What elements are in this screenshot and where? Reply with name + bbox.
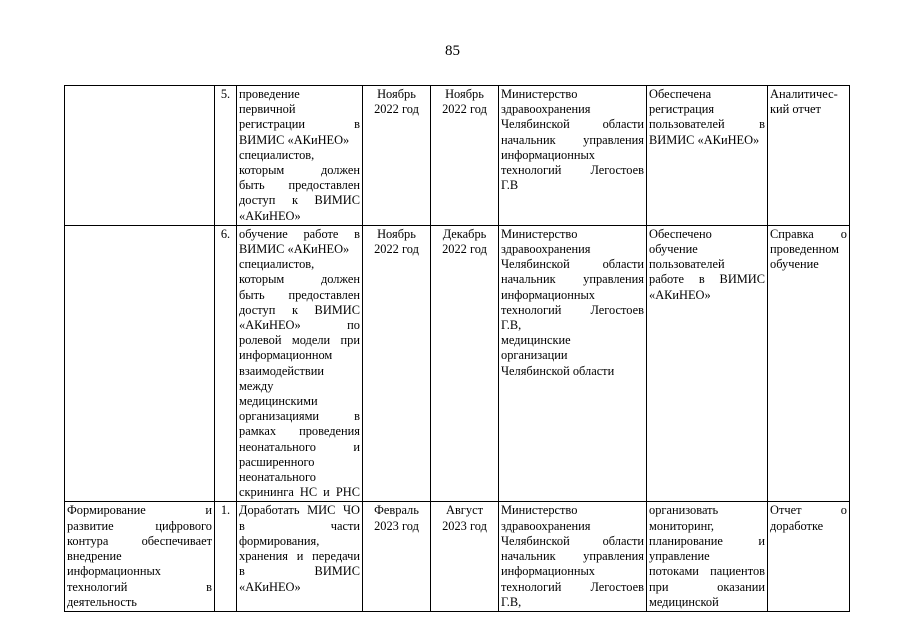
report-cell-line: Справка о — [770, 226, 847, 241]
responsible-cell-line: здравоохранения — [501, 518, 591, 533]
activity-cell-line: скрининга НС и РНС — [239, 485, 360, 500]
end-date-cell-line: Август — [446, 503, 483, 518]
item-number: 6. — [215, 225, 237, 502]
activity-cell-line: «АКиНЕО» — [239, 579, 301, 594]
end-date-cell — [431, 86, 499, 226]
report-cell — [768, 86, 850, 226]
activity-cell-line: которым должен — [239, 163, 360, 178]
activity-cell-line: медицинскими — [239, 394, 318, 409]
activity-cell-line: специалистов, — [239, 147, 315, 162]
activity-cell-line: быть предоставлен — [239, 178, 360, 193]
responsible-cell-line: информационных — [501, 564, 595, 579]
activity-cell-line: доступ к ВИМИС — [239, 302, 360, 317]
result-cell-line: медицинской — [649, 594, 719, 609]
responsible-cell-line: Министерство — [501, 226, 578, 241]
result-cell-line: пользователей в — [649, 117, 765, 132]
responsible-cell — [499, 225, 647, 502]
result-cell-line: управление — [649, 549, 710, 564]
section-cell-line: контура обеспечивает — [67, 533, 212, 548]
start-date-cell-line: 2022 год — [374, 242, 419, 257]
responsible-cell-line: Челябинской области — [501, 257, 644, 272]
activity-cell-line: информационном — [239, 348, 333, 363]
section-cell-line: внедрение — [67, 549, 122, 564]
activity-cell-line: ВИМИС «АКиНЕО» — [239, 132, 350, 147]
report-cell-line: обучение — [770, 257, 819, 272]
responsible-cell — [499, 502, 647, 611]
responsible-cell-line: организации — [501, 348, 568, 363]
responsible-cell-line: Министерство — [501, 87, 578, 101]
activity-cell-line: которым должен — [239, 272, 360, 287]
responsible-cell-line: информационных — [501, 287, 595, 302]
start-date-cell-line: Февраль — [374, 503, 419, 518]
end-date-cell-line: 2023 год — [442, 518, 487, 533]
activity-cell-line: быть предоставлен — [239, 287, 360, 302]
activity-cell-line: регистрации в — [239, 117, 360, 132]
table-row — [65, 502, 850, 611]
report-cell-line: Аналитичес- — [770, 87, 838, 101]
activity-cell-line: специалистов, — [239, 257, 315, 272]
responsible-cell-line: информационных — [501, 147, 595, 162]
result-cell-line: регистрация — [649, 102, 715, 117]
responsible-cell-line: Челябинской области — [501, 533, 644, 548]
responsible-cell-line: Министерство — [501, 503, 578, 518]
responsible-cell-line: здравоохранения — [501, 242, 591, 257]
plan-table — [64, 85, 850, 612]
page-number: 85 — [445, 43, 460, 59]
section-cell-line: Формирование и — [67, 503, 212, 518]
result-cell — [647, 86, 768, 226]
section-cell-line: информационных — [67, 564, 161, 579]
report-cell-line: Отчет о — [770, 503, 847, 518]
result-cell-line: потоками пациентов — [649, 564, 765, 579]
activity-cell-line: в ВИМИС — [239, 564, 360, 579]
report-cell-line: доработке — [770, 518, 824, 533]
activity-cell — [237, 86, 363, 226]
item-number: 1. — [215, 502, 237, 611]
activity-cell-line: доступ к ВИМИС — [239, 193, 360, 208]
start-date-cell-line: Ноябрь — [377, 87, 416, 101]
table-row — [65, 225, 850, 502]
section-cell — [65, 225, 215, 502]
section-cell-line: технологий в — [67, 579, 212, 594]
result-cell-line: организовать — [649, 503, 719, 518]
result-cell-line: мониторинг, — [649, 518, 714, 533]
table-row — [65, 86, 850, 226]
result-cell — [647, 225, 768, 502]
result-cell-line: при оказании — [649, 579, 765, 594]
section-cell — [65, 86, 215, 226]
end-date-cell-line: 2022 год — [442, 242, 487, 257]
activity-cell-line: проведение — [239, 87, 300, 101]
activity-cell-line: расширенного — [239, 454, 315, 469]
end-date-cell — [431, 502, 499, 611]
activity-cell-line: хранения и передачи — [239, 549, 360, 564]
activity-cell-line: организациями в — [239, 409, 360, 424]
responsible-cell-line: Челябинской области — [501, 117, 644, 132]
activity-cell-line: ВИМИС «АКиНЕО» — [239, 242, 350, 257]
activity-cell-line: формирования, — [239, 533, 320, 548]
activity-cell-line: ролевой модели при — [239, 333, 360, 348]
result-cell-line: ВИМИС «АКиНЕО» — [649, 132, 760, 147]
section-cell — [65, 502, 215, 611]
activity-cell-line: Доработать МИС ЧО — [239, 503, 360, 518]
item-number: 5. — [215, 86, 237, 226]
report-cell — [768, 502, 850, 611]
activity-cell-line: «АКиНЕО» — [239, 208, 301, 223]
responsible-cell-line: технологий Легостоев — [501, 302, 644, 317]
end-date-cell-line: Декабрь — [442, 226, 487, 241]
result-cell — [647, 502, 768, 611]
result-cell-line: обучение — [649, 242, 698, 257]
result-cell-line: планирование и — [649, 533, 765, 548]
responsible-cell-line: технологий Легостоев — [501, 163, 644, 178]
activity-cell-line: неонатального — [239, 470, 316, 485]
activity-cell-line: первичной — [239, 102, 296, 117]
end-date-cell-line: Ноябрь — [445, 87, 484, 101]
responsible-cell-line: Г.В, — [501, 594, 522, 609]
report-cell — [768, 225, 850, 502]
end-date-cell-line: 2022 год — [442, 102, 487, 117]
result-cell-line: пользователей — [649, 257, 725, 272]
responsible-cell-line: начальник управления — [501, 132, 644, 147]
report-cell-line: проведенном — [770, 242, 840, 257]
start-date-cell-line: 2023 год — [374, 518, 419, 533]
result-cell-line: «АКиНЕО» — [649, 287, 711, 302]
start-date-cell — [363, 502, 431, 611]
start-date-cell — [363, 225, 431, 502]
activity-cell-line: в части — [239, 518, 360, 533]
start-date-cell-line: 2022 год — [374, 102, 419, 117]
result-cell-line: работе в ВИМИС — [649, 272, 765, 287]
start-date-cell-line: Ноябрь — [377, 226, 416, 241]
responsible-cell-line: здравоохранения — [501, 102, 591, 117]
activity-cell-line: неонатального и — [239, 439, 360, 454]
start-date-cell — [363, 86, 431, 226]
responsible-cell-line: Челябинской области — [501, 363, 615, 378]
report-cell-line: кий отчет — [770, 102, 821, 117]
activity-cell-line: «АКиНЕО» по — [239, 318, 360, 333]
section-cell-line: развитие цифрового — [67, 518, 212, 533]
activity-cell — [237, 225, 363, 502]
responsible-cell-line: технологий Легостоев — [501, 579, 644, 594]
responsible-cell-line: Г.В, — [501, 318, 522, 333]
responsible-cell-line: Г.В — [501, 178, 519, 193]
activity-cell-line: взаимодействии — [239, 363, 325, 378]
activity-cell — [237, 502, 363, 611]
responsible-cell-line: начальник управления — [501, 272, 644, 287]
section-cell-line: деятельность — [67, 594, 137, 609]
activity-cell-line: рамках проведения — [239, 424, 360, 439]
result-cell-line: Обеспечена — [649, 87, 712, 101]
result-cell-line: Обеспечено — [649, 226, 712, 241]
activity-cell-line: обучение работе в — [239, 226, 360, 241]
end-date-cell — [431, 225, 499, 502]
responsible-cell-line: начальник управления — [501, 549, 644, 564]
responsible-cell — [499, 86, 647, 226]
responsible-cell-line: медицинские — [501, 333, 571, 348]
activity-cell-line: между — [239, 378, 274, 393]
